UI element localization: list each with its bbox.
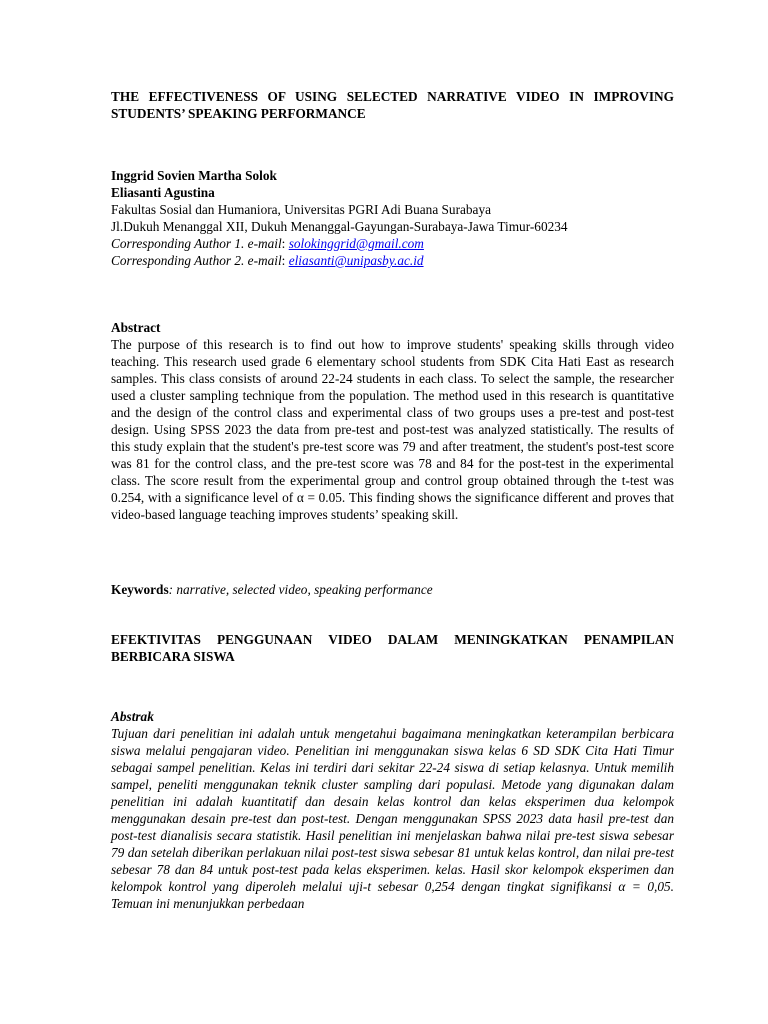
institution-address: Jl.Dukuh Menanggal XII, Dukuh Menanggal-Gayungan-Surabaya-Jawa Timur-60234 xyxy=(111,219,568,234)
corresponding-author-1-label: Corresponding Author 1. e-mail xyxy=(111,236,282,251)
corresponding-author-2-email-link[interactable]: eliasanti@unipasby.ac.id xyxy=(288,253,424,268)
indonesian-abstract-text: Tujuan dari penelitian ini adalah untuk mengetahui bagaimana meningkatkan keterampilan berbicara siswa melalui pengajaran video. Penelitian ini menggunakan siswa kelas 6 SD SDK Cita Hati Timur sebagai sampel penelitian. Kelas ini terdiri dari sekitar 22-24 siswa di setiap kelasnya. Untuk memilih sampel, peneliti menggunakan teknik cluster sampling dari populasi. Metode yang digunakan dalam penelitian ini adalah kuantitatif dan desain kelas kontrol dan kelas eksperimen dua kelompok menggunakan desain pre-test dan post-test. Dengan menggunakan SPSS 2023 data hasil pre-test dan post-test dianalisis secara statistik. Hasil penelitian ini menjelaskan bahwa nilai pre-test siswa sebesar 79 dan setelah diberikan perlakuan nilai post-test siswa sebesar 81 untuk kelas kontrol, dan nilai pre-test sebesar 78 dan 84 untuk post-test pada kelas eksperimen. kelas. Hasil skor kelompok eksperimen dan kelompok kontrol yang diperoleh melalui uji-t sebesar 0,254 dengan tingkat signifikansi α = 0,05. Temuan ini menunjukkan perbedaan xyxy=(111,726,674,911)
english-title: THE EFFECTIVENESS OF USING SELECTED NARRATIVE VIDEO IN IMPROVING STUDENTS’ SPEAKING PERFORMANCE xyxy=(111,89,674,121)
author-2-name: Eliasanti Agustina xyxy=(111,185,215,200)
corresponding-author-2: Corresponding Author 2. e-mail: eliasanti@unipasby.ac.id xyxy=(111,253,424,268)
indonesian-abstract xyxy=(111,708,674,912)
faculty-affiliation: Fakultas Sosial dan Humaniora, Universitas PGRI Adi Buana Surabaya xyxy=(111,202,492,217)
corresponding-author-1: Corresponding Author 1. e-mail: solokinggrid@gmail.com xyxy=(111,236,424,251)
english-abstract-heading: Abstract xyxy=(111,320,161,335)
english-abstract xyxy=(111,319,674,523)
indonesian-title: EFEKTIVITAS PENGGUNAAN VIDEO DALAM MENINGKATKAN PENAMPILAN BERBICARA SISWA xyxy=(111,632,674,664)
corresponding-author-1-email-link[interactable]: solokinggrid@gmail.com xyxy=(288,236,424,251)
corresponding-author-2-label: Corresponding Author 2. e-mail xyxy=(111,253,282,268)
author-1-name: Inggrid Sovien Martha Solok xyxy=(111,168,277,183)
keywords-text: : narrative, selected video, speaking performance xyxy=(168,582,433,598)
author-block xyxy=(111,167,674,269)
keywords-line xyxy=(111,581,674,598)
keywords-label: Keywords xyxy=(111,582,169,598)
english-abstract-text: The purpose of this research is to find out how to improve students' speaking skills through video teaching. This research used grade 6 elementary school students from SDK Cita Hati East as research samples. This class consists of around 22-24 students in each class. To select the sample, the researcher used a cluster sampling technique from the population. The method used in this research is quantitative and the design of the control class and experimental class of two groups uses a pre-test and post-test design. Using SPSS 2023 the data from pre-test and post-test was analyzed statistically. The results of this study explain that the student's pre-test score was 79 and after treatment, the student's post-test score was 81 for the control class, and the pre-test score was 78 and 84 for the post-test in the experimental class. The score result from the experimental group and control group obtained through the t-test was 0.254, with a significance level of α = 0.05. This finding shows the significance different and proves that video-based language teaching improves students’ speaking skill. xyxy=(111,337,674,522)
indonesian-abstract-heading: Abstrak xyxy=(111,709,154,724)
